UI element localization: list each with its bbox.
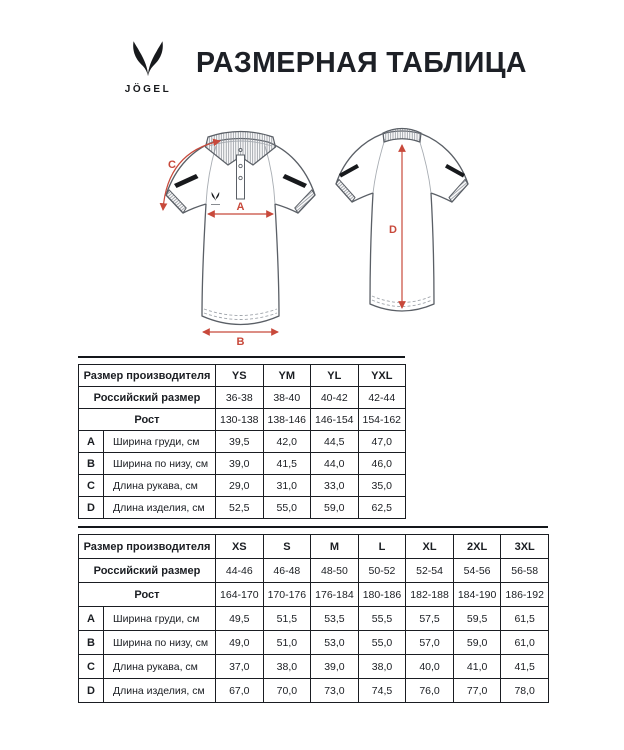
measure-value-cell: 41,0 <box>453 655 501 679</box>
measure-name-cell: Длина изделия, см <box>104 497 216 519</box>
measure-value-cell: 37,0 <box>216 655 264 679</box>
measure-name-cell: Ширина груди, см <box>104 431 216 453</box>
size-header-cell: YM <box>263 365 311 387</box>
table-top-rule <box>78 356 405 358</box>
measure-label-d: D <box>389 224 397 236</box>
measure-value-cell: 39,0 <box>311 655 359 679</box>
table-row <box>79 631 549 655</box>
measure-value-cell: 49,0 <box>216 631 264 655</box>
table-row <box>79 559 549 583</box>
table-top-rule <box>78 526 548 528</box>
measure-label-b: B <box>236 336 245 348</box>
measure-value-cell: 76,0 <box>406 679 454 703</box>
size-header-cell: YXL <box>358 365 406 387</box>
size-table <box>78 364 406 519</box>
measure-value-cell: 52,5 <box>216 497 264 519</box>
size-table-adult <box>78 526 548 703</box>
measure-letter-cell: D <box>79 497 104 519</box>
measure-name-cell: Ширина груди, см <box>104 607 216 631</box>
russian-size-cell: 38-40 <box>263 387 311 409</box>
russian-size-label: Российский размер <box>79 559 216 583</box>
measure-value-cell: 46,0 <box>358 453 406 475</box>
size-header-cell: L <box>358 535 406 559</box>
russian-size-cell: 54-56 <box>453 559 501 583</box>
height-cell: 170-176 <box>263 583 311 607</box>
measure-name-cell: Длина рукава, см <box>104 655 216 679</box>
russian-size-cell: 48-50 <box>311 559 359 583</box>
height-cell: 176-184 <box>311 583 359 607</box>
measure-letter-cell: B <box>79 453 104 475</box>
jogel-logo-icon <box>131 38 165 82</box>
size-header-cell: XS <box>216 535 264 559</box>
measure-value-cell: 41,5 <box>501 655 549 679</box>
measure-value-cell: 70,0 <box>263 679 311 703</box>
measure-value-cell: 51,5 <box>263 607 311 631</box>
table-row <box>79 387 406 409</box>
measure-value-cell: 77,0 <box>453 679 501 703</box>
measure-value-cell: 49,5 <box>216 607 264 631</box>
measure-value-cell: 53,5 <box>311 607 359 631</box>
measure-letter-cell: A <box>79 607 104 631</box>
manufacturer-size-label: Размер производителя <box>79 535 216 559</box>
measure-value-cell: 47,0 <box>358 431 406 453</box>
measure-letter-cell: B <box>79 631 104 655</box>
table-row <box>79 409 406 431</box>
height-cell: 130-138 <box>216 409 264 431</box>
measure-value-cell: 59,0 <box>311 497 359 519</box>
russian-size-cell: 40-42 <box>311 387 359 409</box>
measure-letter-cell: D <box>79 679 104 703</box>
measure-name-cell: Ширина по низу, см <box>104 631 216 655</box>
table-row <box>79 475 406 497</box>
measure-value-cell: 33,0 <box>311 475 359 497</box>
size-table <box>78 534 549 703</box>
russian-size-cell: 36-38 <box>216 387 264 409</box>
size-header-cell: 3XL <box>501 535 549 559</box>
measure-value-cell: 67,0 <box>216 679 264 703</box>
measure-value-cell: 78,0 <box>501 679 549 703</box>
size-header-cell: S <box>263 535 311 559</box>
measure-value-cell: 73,0 <box>311 679 359 703</box>
height-label: Рост <box>79 409 216 431</box>
measure-letter-cell: A <box>79 431 104 453</box>
measure-value-cell: 44,0 <box>311 453 359 475</box>
size-table-youth <box>78 356 405 519</box>
russian-size-cell: 46-48 <box>263 559 311 583</box>
brand-logo <box>116 38 180 95</box>
russian-size-cell: 50-52 <box>358 559 406 583</box>
measure-name-cell: Длина рукава, см <box>104 475 216 497</box>
height-cell: 184-190 <box>453 583 501 607</box>
measure-value-cell: 74,5 <box>358 679 406 703</box>
height-cell: 154-162 <box>358 409 406 431</box>
russian-size-cell: 44-46 <box>216 559 264 583</box>
measure-value-cell: 57,0 <box>406 631 454 655</box>
page-title: РАЗМЕРНАЯ ТАБЛИЦА <box>196 47 527 79</box>
measure-value-cell: 29,0 <box>216 475 264 497</box>
height-cell: 180-186 <box>358 583 406 607</box>
table-row <box>79 453 406 475</box>
measure-label-c: C <box>168 159 176 171</box>
size-header-cell: YL <box>311 365 359 387</box>
measure-letter-cell: C <box>79 475 104 497</box>
measure-value-cell: 57,5 <box>406 607 454 631</box>
height-cell: 146-154 <box>311 409 359 431</box>
measure-letter-cell: C <box>79 655 104 679</box>
polo-back-diagram <box>327 120 477 332</box>
measure-value-cell: 53,0 <box>311 631 359 655</box>
measure-value-cell: 39,5 <box>216 431 264 453</box>
measure-value-cell: 59,5 <box>453 607 501 631</box>
measure-value-cell: 61,5 <box>501 607 549 631</box>
measure-value-cell: 35,0 <box>358 475 406 497</box>
table-row <box>79 655 549 679</box>
measure-value-cell: 55,0 <box>263 497 311 519</box>
measure-value-cell: 61,0 <box>501 631 549 655</box>
measure-name-cell: Длина изделия, см <box>104 679 216 703</box>
measure-label-a: A <box>236 201 245 213</box>
polo-front-diagram <box>153 120 328 348</box>
button <box>239 176 242 179</box>
measure-value-cell: 55,5 <box>358 607 406 631</box>
table-row <box>79 583 549 607</box>
measure-value-cell: 31,0 <box>263 475 311 497</box>
manufacturer-size-label: Размер производителя <box>79 365 216 387</box>
measure-value-cell: 38,0 <box>263 655 311 679</box>
measure-value-cell: 62,5 <box>358 497 406 519</box>
measure-name-cell: Ширина по низу, см <box>104 453 216 475</box>
brand-name: JÖGEL <box>124 84 172 95</box>
measure-value-cell: 55,0 <box>358 631 406 655</box>
height-cell: 182-188 <box>406 583 454 607</box>
table-row <box>79 607 549 631</box>
measure-value-cell: 59,0 <box>453 631 501 655</box>
measure-value-cell: 38,0 <box>358 655 406 679</box>
russian-size-label: Российский размер <box>79 387 216 409</box>
height-cell: 138-146 <box>263 409 311 431</box>
russian-size-cell: 52-54 <box>406 559 454 583</box>
table-row <box>79 431 406 453</box>
size-header-cell: YS <box>216 365 264 387</box>
size-header-cell: XL <box>406 535 454 559</box>
size-header-cell: 2XL <box>453 535 501 559</box>
russian-size-cell: 56-58 <box>501 559 549 583</box>
measure-value-cell: 40,0 <box>406 655 454 679</box>
measure-value-cell: 41,5 <box>263 453 311 475</box>
height-cell: 186-192 <box>501 583 549 607</box>
table-row <box>79 365 406 387</box>
measure-value-cell: 44,5 <box>311 431 359 453</box>
table-row <box>79 535 549 559</box>
measure-value-cell: 42,0 <box>263 431 311 453</box>
height-label: Рост <box>79 583 216 607</box>
measure-value-cell: 39,0 <box>216 453 264 475</box>
measure-value-cell: 51,0 <box>263 631 311 655</box>
russian-size-cell: 42-44 <box>358 387 406 409</box>
table-row <box>79 497 406 519</box>
button <box>239 164 242 167</box>
table-row <box>79 679 549 703</box>
height-cell: 164-170 <box>216 583 264 607</box>
size-header-cell: M <box>311 535 359 559</box>
button <box>239 149 242 152</box>
